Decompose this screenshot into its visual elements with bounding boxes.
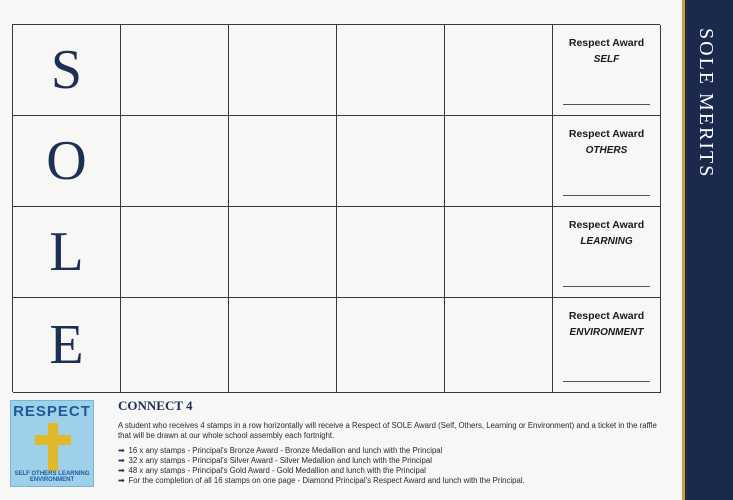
stamp-cell[interactable] <box>445 207 553 298</box>
arrow-icon: ➡ <box>118 456 125 465</box>
signature-line[interactable] <box>563 195 650 196</box>
logo-subtitle: SELF OTHERS LEARNING ENVIRONMENT <box>14 471 90 483</box>
stamp-cell[interactable] <box>229 116 337 207</box>
logo-word: RESPECT <box>13 403 91 420</box>
stamp-cell[interactable] <box>229 298 337 393</box>
signature-line[interactable] <box>563 104 650 105</box>
stamp-cell[interactable] <box>229 207 337 298</box>
letter-l: L <box>13 207 121 298</box>
award-title: Respect Award <box>568 219 645 231</box>
side-title: SOLE MERITS <box>695 28 717 179</box>
rule-text: 32 x any stamps - Principal's Silver Award - Silver Medallion and lunch with the Principal <box>128 456 432 465</box>
connect-description: A student who receives 4 stamps in a row horizontally will receive a Respect of SOLE Award (Self, Others, Learning or Environment) and a ticket in the raffle that will be drawn at our whole school assembly each fortnight. <box>118 421 657 440</box>
award-category: ENVIRONMENT <box>569 327 644 338</box>
award-title: Respect Award <box>568 37 645 49</box>
rule-item <box>118 466 678 476</box>
rule-item <box>118 476 678 486</box>
stamp-grid <box>12 24 660 392</box>
connect-title: CONNECT 4 <box>118 398 193 413</box>
stamp-cell[interactable] <box>445 116 553 207</box>
rule-text: For the completion of all 16 stamps on one page - Diamond Principal's Respect Award and lunch with the Principal. <box>128 476 525 485</box>
stamp-cell[interactable] <box>337 298 445 393</box>
stamp-cell[interactable] <box>121 207 229 298</box>
stamp-cell[interactable] <box>445 25 553 116</box>
award-category: SELF <box>593 54 620 65</box>
rule-text: 16 x any stamps - Principal's Bronze Award - Bronze Medallion and lunch with the Principal <box>128 446 443 455</box>
award-cell-learning <box>553 207 661 298</box>
side-banner <box>682 0 733 500</box>
rule-item <box>118 456 678 466</box>
stamp-cell[interactable] <box>337 116 445 207</box>
award-cell-self <box>553 25 661 116</box>
stamp-cell[interactable] <box>229 25 337 116</box>
signature-line[interactable] <box>563 286 650 287</box>
letter-o: O <box>13 116 121 207</box>
stamp-cell[interactable] <box>121 116 229 207</box>
respect-logo <box>10 400 94 487</box>
letter-e: E <box>13 298 121 393</box>
award-category: OTHERS <box>585 145 628 156</box>
cross-icon-bar <box>35 435 71 445</box>
stamp-cell[interactable] <box>445 298 553 393</box>
award-cell-others <box>553 116 661 207</box>
signature-line[interactable] <box>563 381 650 382</box>
letter-s: S <box>13 25 121 116</box>
rule-item <box>118 446 678 456</box>
award-title: Respect Award <box>568 310 645 322</box>
arrow-icon: ➡ <box>118 446 125 455</box>
stamp-cell[interactable] <box>121 298 229 393</box>
rule-text: 48 x any stamps - Principal's Gold Award - Gold Medallion and lunch with the Principal <box>128 466 426 475</box>
award-category: LEARNING <box>580 236 633 247</box>
stamp-cell[interactable] <box>337 207 445 298</box>
award-title: Respect Award <box>568 128 645 140</box>
award-cell-environment <box>553 298 661 393</box>
arrow-icon: ➡ <box>118 476 125 485</box>
stamp-cell[interactable] <box>121 25 229 116</box>
stamp-cell[interactable] <box>337 25 445 116</box>
cross-icon <box>48 423 58 471</box>
reward-rules <box>118 446 678 486</box>
arrow-icon: ➡ <box>118 466 125 475</box>
